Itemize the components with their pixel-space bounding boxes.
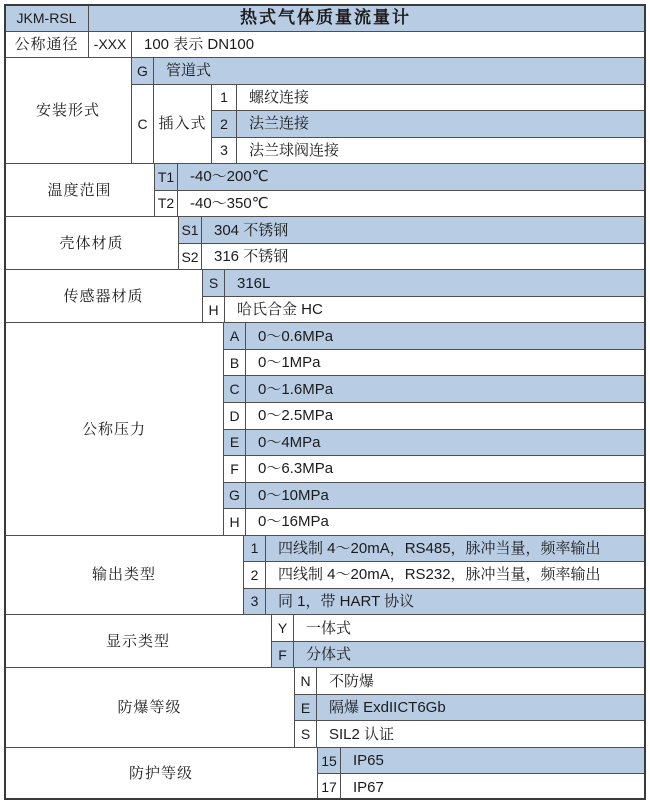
- type-cell: 插入式: [153, 84, 211, 164]
- desc-cell: 四线制 4～20mA，RS485，脉冲当量，频率输出: [265, 535, 646, 562]
- section-label: 公称通径: [4, 31, 88, 58]
- code-cell: H: [223, 508, 245, 535]
- section-label: 壳体材质: [4, 216, 178, 269]
- subcode-cell: 2: [211, 110, 236, 137]
- code-cell: F: [271, 641, 293, 668]
- code-cell: B: [223, 349, 245, 376]
- desc-cell: 法兰球阀连接: [236, 137, 646, 164]
- code-cell: S2: [178, 243, 201, 270]
- code-cell: D: [223, 402, 245, 429]
- desc-cell: 四线制 4～20mA，RS232，脉冲当量，频率输出: [265, 561, 646, 588]
- desc-cell: 法兰连接: [236, 110, 646, 137]
- code-cell: A: [223, 322, 245, 349]
- code-cell: T2: [154, 190, 177, 217]
- desc-cell: 0～1.6MPa: [245, 375, 646, 402]
- desc-cell: 管道式: [153, 57, 646, 84]
- desc-cell: 316 不锈钢: [201, 243, 646, 270]
- code-cell: N: [294, 667, 316, 694]
- code-cell: -XXX: [88, 31, 131, 58]
- desc-cell: 螺纹连接: [236, 84, 646, 111]
- section-label: 公称压力: [4, 322, 223, 534]
- subcode-cell: 3: [211, 137, 236, 164]
- code-cell: G: [223, 482, 245, 509]
- desc-cell: 0～4MPa: [245, 429, 646, 456]
- desc-cell: SIL2 认证: [316, 720, 646, 747]
- section-label: 输出类型: [4, 535, 243, 615]
- desc-cell: 0～6.3MPa: [245, 455, 646, 482]
- code-cell: E: [223, 429, 245, 456]
- desc-cell: 0～10MPa: [245, 482, 646, 509]
- code-cell: G: [131, 57, 153, 84]
- code-cell: 3: [243, 588, 265, 615]
- desc-cell: 0～16MPa: [245, 508, 646, 535]
- code-cell: C: [223, 375, 245, 402]
- code-cell: Y: [271, 614, 293, 641]
- desc-cell: 316L: [224, 269, 646, 296]
- code-cell: S: [294, 720, 316, 747]
- subcode-cell: 1: [211, 84, 236, 111]
- table-title: 热式气体质量流量计: [88, 4, 646, 31]
- desc-cell: 隔爆 ExdIICT6Gb: [316, 694, 646, 721]
- code-cell: F: [223, 455, 245, 482]
- desc-cell: 304 不锈钢: [201, 216, 646, 243]
- desc-cell: 同 1，带 HART 协议: [265, 588, 646, 615]
- code-cell: 17: [317, 773, 340, 800]
- section-label: 显示类型: [4, 614, 271, 667]
- desc-cell: -40～200℃: [177, 163, 646, 190]
- code-cell: T1: [154, 163, 177, 190]
- desc-cell: 0～2.5MPa: [245, 402, 646, 429]
- section-label: 温度范围: [4, 163, 154, 216]
- code-cell: 15: [317, 747, 340, 774]
- code-cell: E: [294, 694, 316, 721]
- desc-cell: 分体式: [293, 641, 646, 668]
- section-label: 传感器材质: [4, 269, 202, 322]
- code-cell: H: [202, 296, 224, 323]
- code-cell: S1: [178, 216, 201, 243]
- desc-cell: 0～1MPa: [245, 349, 646, 376]
- section-label: 防爆等级: [4, 667, 294, 747]
- desc-cell: IP67: [340, 773, 646, 800]
- desc-cell: 哈氏合金 HC: [224, 296, 646, 323]
- desc-cell: -40～350℃: [177, 190, 646, 217]
- desc-cell: 不防爆: [316, 667, 646, 694]
- code-cell: S: [202, 269, 224, 296]
- code-cell: 1: [243, 535, 265, 562]
- section-label: 防护等级: [4, 747, 317, 800]
- desc-cell: 一体式: [293, 614, 646, 641]
- desc-cell: 0～0.6MPa: [245, 322, 646, 349]
- model-cell: JKM-RSL: [4, 4, 88, 31]
- section-label: 安装形式: [4, 57, 131, 163]
- code-cell: C: [131, 84, 153, 164]
- desc-cell: IP65: [340, 747, 646, 774]
- desc-cell: 100 表示 DN100: [131, 31, 646, 58]
- code-cell: 2: [243, 561, 265, 588]
- selection-code-table: [4, 4, 646, 800]
